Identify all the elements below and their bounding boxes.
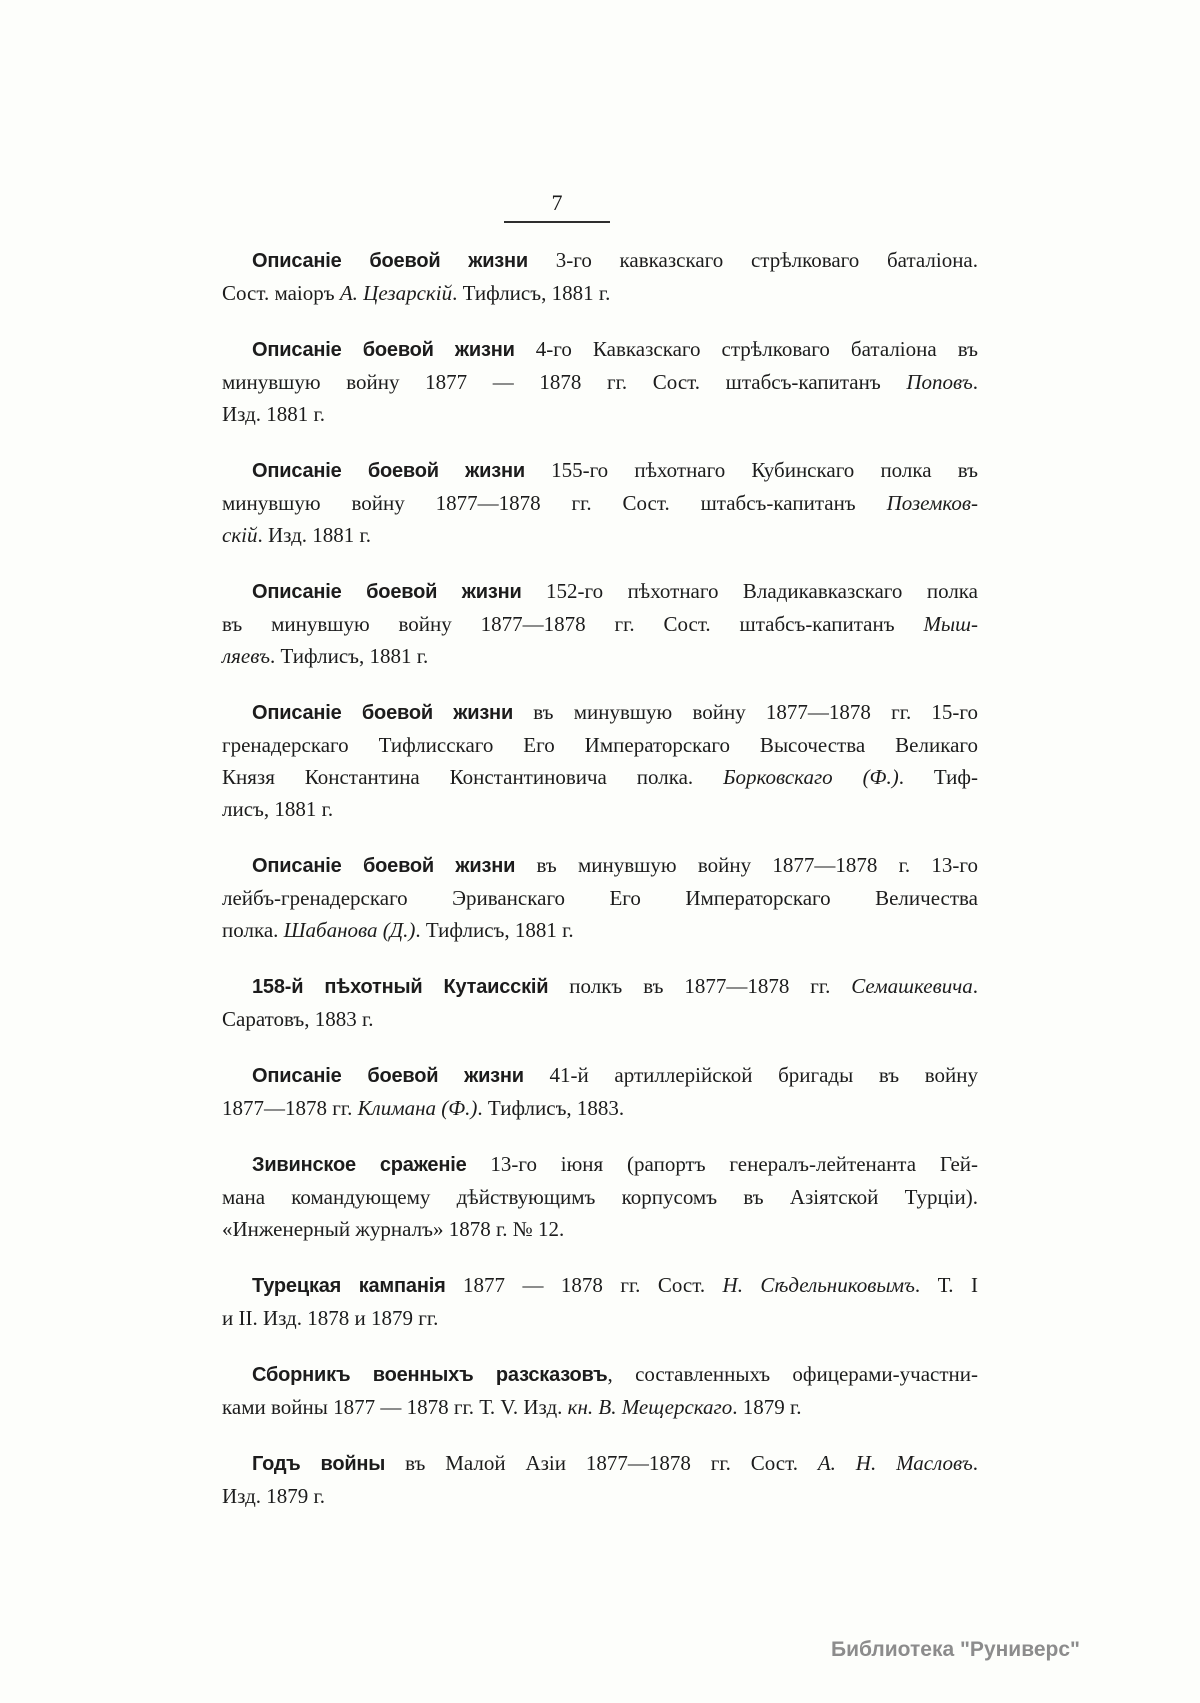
- watermark: Библиотека "Руниверс": [830, 1638, 1080, 1661]
- bibliography-entry: [222, 1447, 978, 1512]
- entry-line: [222, 1447, 978, 1480]
- entry-line: [222, 277, 978, 309]
- entry-line: [222, 793, 978, 825]
- bibliography-entry: [222, 575, 978, 672]
- entry-line: [222, 729, 978, 761]
- entry-segment-italic: ляевъ: [222, 644, 270, 668]
- bibliography-entry: [222, 1148, 978, 1245]
- entry-line: [222, 761, 978, 793]
- entry-segment-regular: . Т. I: [914, 1273, 978, 1297]
- entry-segment-regular: Сост. маіоръ: [222, 281, 340, 305]
- entry-segment-regular: мана командующему дѣйствующимъ корпусомъ въ Азіятской Турціи).: [222, 1185, 978, 1209]
- entry-line: [222, 454, 978, 487]
- bibliography-entry: [222, 1059, 978, 1124]
- entry-segment-regular: , составленныхъ офицерами-участни-: [607, 1362, 978, 1386]
- entry-line: [222, 882, 978, 914]
- entry-segment-italic: Семашкевича: [851, 974, 973, 998]
- entry-segment-regular: минувшую войну 1877—1878 гг. Сост. штабсъ-капитанъ: [222, 491, 887, 515]
- entry-line: [222, 366, 978, 398]
- entry-segment-regular: . Изд. 1881 г.: [257, 523, 371, 547]
- entry-segment-italic: Климана (Ф.): [357, 1096, 478, 1120]
- entry-line: [222, 1358, 978, 1391]
- entry-segment-italic: Борковскаго (Ф.): [723, 765, 899, 789]
- entry-segment-regular: лейбъ-гренадерскаго Эриванскаго Его Императорскаго Величества: [222, 886, 978, 910]
- entry-line: [222, 487, 978, 519]
- entry-line: [222, 914, 978, 946]
- entry-segment-regular: 13-го іюня (рапортъ генералъ-лейтенанта Гей-: [466, 1152, 978, 1176]
- entry-segment-regular: полкъ въ 1877—1878 гг.: [548, 974, 852, 998]
- entry-segment-regular: .: [972, 1451, 978, 1475]
- entry-line: [222, 1148, 978, 1181]
- entry-segment-regular: . 1879 г.: [732, 1395, 802, 1419]
- entry-segment-bold: Описаніе боевой жизни: [252, 339, 515, 361]
- entry-segment-regular: Изд. 1881 г.: [222, 402, 326, 426]
- entry-segment-regular: гренадерскаго Тифлисскаго Его Императорскаго Высочества Великаго: [222, 733, 978, 757]
- entry-segment-italic: Поземков-: [886, 491, 978, 515]
- entry-segment-regular: въ минувшую войну 1877—1878 г. 13-го: [515, 853, 978, 877]
- entry-segment-italic: кн. В. Мещерскаго: [567, 1395, 733, 1419]
- entry-segment-regular: «Инженерный журналъ» 1878 г. № 12.: [222, 1217, 565, 1241]
- entry-segment-regular: минувшую войну 1877 — 1878 гг. Сост. штабсъ-капитанъ: [222, 370, 907, 394]
- entry-segment-regular: Изд. 1879 г.: [222, 1484, 326, 1508]
- bibliography-entry: [222, 1358, 978, 1423]
- entry-line: [222, 849, 978, 882]
- entry-segment-regular: 41-й артиллерійской бригады въ войну: [523, 1063, 978, 1087]
- entry-segment-regular: . Тифлисъ, 1881 г.: [415, 918, 574, 942]
- entry-segment-bold: Описаніе боевой жизни: [252, 1065, 524, 1087]
- entry-segment-bold: Описаніе боевой жизни: [252, 460, 525, 482]
- entry-segment-regular: . Тифлисъ, 1881 г.: [452, 281, 611, 305]
- entry-segment-regular: 1877—1878 гг.: [222, 1096, 358, 1120]
- entry-segment-italic: А. Н. Масловъ: [817, 1451, 973, 1475]
- entry-segment-regular: 3-го кавказскаго стрѣлковаго баталіона.: [528, 248, 979, 272]
- entry-segment-bold: Турецкая кампанія: [252, 1275, 446, 1297]
- entry-line: [222, 608, 978, 640]
- entry-line: [222, 1213, 978, 1245]
- entry-segment-regular: .: [972, 370, 978, 394]
- entry-segment-regular: въ минувшую войну 1877—1878 гг. Сост. штабсъ-капитанъ: [222, 612, 924, 636]
- entry-segment-regular: въ Малой Азіи 1877—1878 гг. Сост.: [385, 1451, 818, 1475]
- entry-segment-regular: въ минувшую войну 1877—1878 гг. 15-го: [513, 700, 979, 724]
- entry-line: [222, 575, 978, 608]
- entry-segment-italic: Мыш-: [923, 612, 978, 636]
- entry-line: [222, 970, 978, 1003]
- page-number-text: 7: [551, 190, 563, 215]
- bibliography-entry: [222, 1269, 978, 1334]
- entry-segment-regular: Саратовъ, 1883 г.: [222, 1007, 374, 1031]
- bibliography-entry: [222, 970, 978, 1035]
- entry-segment-regular: полка.: [222, 918, 284, 942]
- bibliography-entry: [222, 244, 978, 309]
- entry-line: [222, 244, 978, 277]
- entry-segment-bold: Сборникъ военныхъ разсказовъ: [252, 1364, 608, 1386]
- entry-line: [222, 1092, 978, 1124]
- entry-segment-regular: . Тифлисъ, 1881 г.: [269, 644, 429, 668]
- entry-segment-regular: Князя Константина Константиновича полка.: [222, 765, 724, 789]
- entry-segment-regular: 155-го пѣхотнаго Кубинскаго полка въ: [524, 458, 978, 482]
- entry-line: [222, 640, 978, 672]
- entry-line: [222, 1391, 978, 1423]
- page-number: [504, 190, 610, 223]
- entry-segment-regular: 1877 — 1878 гг. Сост.: [445, 1273, 723, 1297]
- entry-segment-italic: Н. Сѣдельниковымъ: [722, 1273, 915, 1297]
- entry-segment-bold: Описаніе боевой жизни: [252, 250, 529, 272]
- entry-segment-bold: 158-й пѣхотный Кутаисскій: [252, 976, 549, 998]
- entry-segment-bold: Описаніе боевой жизни: [252, 581, 522, 603]
- entry-segment-regular: . Тиф-: [898, 765, 979, 789]
- entry-segment-italic: А. Цезарскій: [339, 281, 453, 305]
- entry-segment-italic: Поповъ: [906, 370, 973, 394]
- entry-segment-bold: Описаніе боевой жизни: [252, 855, 516, 877]
- entry-line: [222, 1059, 978, 1092]
- bibliography-entry: [222, 849, 978, 946]
- bibliography-entry: [222, 333, 978, 430]
- entry-line: [222, 1302, 978, 1334]
- bibliography-entry: [222, 454, 978, 551]
- entry-segment-italic: скій: [222, 523, 258, 547]
- entry-segment-bold: Описаніе боевой жизни: [252, 702, 514, 724]
- entry-segment-regular: и II. Изд. 1878 и 1879 гг.: [222, 1306, 439, 1330]
- entry-line: [222, 1480, 978, 1512]
- entry-segment-regular: 4-го Кавказскаго стрѣлковаго баталіона въ: [514, 337, 979, 361]
- entry-line: [222, 1181, 978, 1213]
- entry-segment-regular: лисъ, 1881 г.: [222, 797, 334, 821]
- entry-segment-bold: Зивинское сраженіе: [252, 1154, 467, 1176]
- entry-line: [222, 333, 978, 366]
- entry-line: [222, 1003, 978, 1035]
- entry-segment-italic: Шабанова (Д.): [283, 918, 416, 942]
- entry-segment-regular: ками войны 1877 — 1878 гг. Т. V. Изд.: [222, 1395, 568, 1419]
- bibliography-entry: [222, 696, 978, 825]
- entry-segment-bold: Годъ войны: [252, 1453, 386, 1475]
- entry-segment-regular: . Тифлисъ, 1883.: [477, 1096, 625, 1120]
- entry-segment-regular: 152-го пѣхотнаго Владикавказскаго полка: [521, 579, 979, 603]
- entry-line: [222, 519, 978, 551]
- entry-segment-regular: .: [972, 974, 978, 998]
- entry-line: [222, 398, 978, 430]
- entry-line: [222, 696, 978, 729]
- bibliography-entries: [222, 244, 978, 1512]
- entry-line: [222, 1269, 978, 1302]
